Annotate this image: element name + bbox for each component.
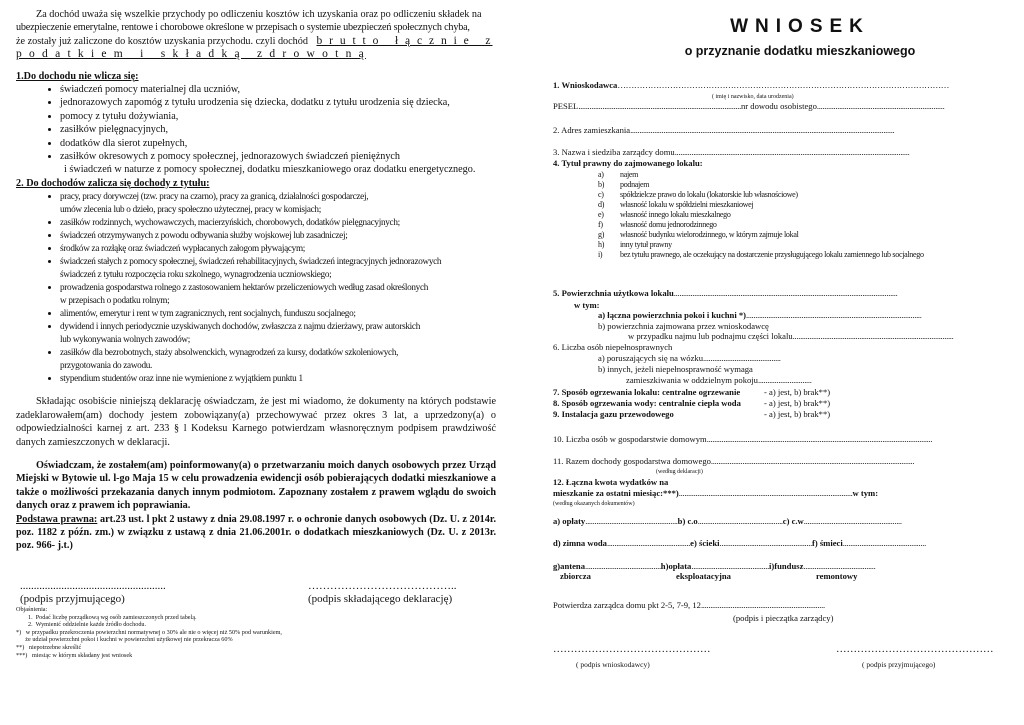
- section1-item: • zasiłków okresowych z pomocy społecznej, jednorazowych świadczeń pieniężnych: [60, 150, 496, 163]
- tenure-option-letter: h): [598, 240, 605, 249]
- section2-item: • prowadzenia gospodarstwa rolnego z zastosowaniem hektarów przeliczeniowych według zasad określonych: [60, 281, 496, 294]
- tenure-option-label: najem: [620, 170, 639, 179]
- footnote: że udział powierzchni pokoi i kuchni w powierzchni użytkowej nie przekracza 60%: [16, 636, 233, 644]
- section1-list: [16, 83, 496, 163]
- tenure-option[interactable]: [598, 170, 924, 180]
- tenure-option[interactable]: [598, 200, 924, 210]
- section1-continuation: i świadczeń w naturze z pomocy społecznej, dodatku mieszkaniowego oraz dodatku energetycznego.: [64, 164, 476, 176]
- manager-confirmation-label: Potwierdza zarządca domu pkt 2-5, 7-9, 12: [553, 600, 701, 610]
- tenure-option-label: podnajem: [620, 180, 650, 189]
- signature-declarant-label: (podpis składającego deklarację): [308, 593, 453, 605]
- section2-item: • alimentów, emerytur i rent w tym zagranicznych, rent socjalnych, funduszu socjalnego;: [60, 307, 496, 320]
- field-heating[interactable]: [553, 387, 740, 397]
- intro-line-3: że zostały już zaliczone do kosztów uzyskania przychodu. czyli dochód: [16, 35, 308, 47]
- tenure-option-label: inny tytuł prawny: [620, 240, 672, 249]
- field-expenses[interactable]: mieszkanie za ostatni miesiąc:***)..............................................................................................w tym:: [553, 488, 879, 498]
- tenure-option[interactable]: [598, 210, 924, 220]
- field-area[interactable]: 5. Powierzchnia użytkowa lokalu.........................................................................................................................: [553, 288, 898, 298]
- left-column: [16, 8, 496, 553]
- expense-row-2[interactable]: d) zimna woda.............................................e) ścieki..................................................f) śmieci.............................................: [553, 538, 926, 548]
- expense-row-1[interactable]: a) opłaty..................................................b) c.o..............................................c) c.w.....................................................: [553, 516, 902, 526]
- intro-paragraph: [16, 8, 496, 62]
- field-household-size[interactable]: 10. Liczba osób w gospodarstwie domowym..........................................................................................................................: [553, 434, 933, 444]
- section1-item: • jednorazowych zapomóg z tytułu urodzenia się dziecka, dodatku z tytułu urodzenia się dziecka,: [60, 96, 496, 109]
- section2-item: w przepisach o podatku rolnym;: [60, 295, 170, 306]
- tenure-option[interactable]: [598, 220, 924, 230]
- tenure-option-label: bez tytułu prawnego, ale oczekujący na dostarczenie przysługującego lokalu zamiennego lub socjalnego: [620, 250, 924, 259]
- field-applicant-label: 1. Wnioskodawca: [553, 80, 618, 90]
- section1-heading: 1.Do dochodu nie wlicza się:: [16, 70, 139, 82]
- field-address[interactable]: 2. Adres zamieszkania...............................................................................................................................................: [553, 125, 895, 135]
- intro-line-2: ubezpieczenie emerytalne, rentowe i chorobowe określone w przepisach o systemie ubezpieczeń społecznych chyba,: [16, 22, 470, 34]
- legal-basis: [16, 513, 496, 553]
- section2-item: • zasiłków rodzinnych, wychowawczych, macierzyńskich, chorobowych, dodatków pielęgnacyjnych;: [60, 216, 496, 229]
- section2-heading: 2. Do dochodów zalicza się dochody z tytułu:: [16, 177, 210, 189]
- applicant-signature-dots[interactable]: ………………………………………: [553, 644, 711, 655]
- section2-item: świadczeń z tytułu rozpoczęcia roku szkolnego, wynagrodzenia uczniowskiego;: [60, 269, 332, 280]
- section2-item: • dywidend i innych periodycznie uzyskiwanych dochodów, zwłaszcza z najmu dzierżawy, praw autorskich: [60, 320, 496, 333]
- expense-h2: eksploatacyjna: [676, 571, 731, 581]
- field-area-a[interactable]: a) łączna powierzchnia pokoi i kuchni *)...............................................................................................: [598, 310, 922, 320]
- footnote: 2. Wymienić oddzielnie każde źródło dochodu.: [28, 621, 147, 629]
- form-subtitle: o przyznanie dodatku mieszkaniowego: [684, 44, 916, 58]
- field-disabled-b2-label: zamieszkiwania w oddzielnym pokoju: [626, 375, 758, 385]
- expense-h-label: h)opłata: [660, 561, 692, 571]
- field-area-a-label: a) łączna powierzchnia pokoi i kuchni *): [598, 310, 747, 320]
- tenure-option-label: własność domu jednorodzinnego: [620, 220, 717, 229]
- field-area-b[interactable]: w przypadku najmu lub podnajmu części lokalu.......................................................................................: [628, 331, 954, 341]
- expense-e-label: e) ścieki: [690, 538, 720, 548]
- footnote: *) w przypadku przekroczenia powierzchni normatywnej o 30% ale nie o więcej niż 50% pod warunkiem,: [16, 628, 282, 636]
- receiver-signature-dots[interactable]: ………………………………………: [836, 644, 994, 655]
- expense-row-3[interactable]: g)antena.........................................h)opłata..........................................i)fundusz.......................................: [553, 561, 876, 571]
- field-income-label: 11. Razem dochody gospodarstwa domowego: [553, 456, 711, 466]
- field-household-size-label: 10. Liczba osób w gospodarstwie domowym: [553, 434, 707, 444]
- section2-item: • stypendium studentów oraz inne nie wymienione z wyjątkiem punktu 1: [60, 372, 496, 385]
- field-gas[interactable]: [553, 409, 674, 419]
- expense-g2: zbiorcza: [560, 571, 591, 581]
- field-disabled-label: 6. Liczba osób niepełnosprawnych: [553, 342, 673, 352]
- field-expenses-label: 12. Łączna kwota wydatków na: [553, 477, 669, 487]
- declaration-paragraph: Składając osobiście niniejszą deklarację oświadczam, że jest mi wiadomo, że dokumenty na których podstawie zadeklarowałem(am) dochody jestem zobowiązany(a) przechowywać przez okres 3 lat, a uprzedzony(a) o odpowiedzialności karnej z art. 233 § l Kodeksu Karnego potwierdzam własnoręcznym podpisem prawdziwość danych zamieszczonych w deklaracji.: [16, 396, 496, 448]
- field-disabled-b-label: b) innych, jeżeli niepełnosprawność wymaga: [598, 364, 753, 374]
- field-area-b2-label: w przypadku najmu lub podnajmu części lokalu: [628, 331, 793, 341]
- intro-brutto: b r u t t o ł ą c z n i e z: [316, 34, 493, 47]
- tenure-option-letter: c): [598, 190, 604, 199]
- section2-item: • środków za rozłąkę oraz świadczeń wypłacanych załogom pływającym;: [60, 242, 496, 255]
- expense-b-label: b) c.o: [677, 516, 698, 526]
- manager-confirmation[interactable]: Potwierdza zarządca domu pkt 2-5, 7-9, 12...................................................................: [553, 600, 825, 610]
- field-heating-label: 7. Sposób ogrzewania lokalu: centralne ogrzewanie: [553, 387, 741, 397]
- tenure-option-label: własność budynku wielorodzinnego, w którym zajmuje lokal: [620, 230, 799, 239]
- tenure-option[interactable]: [598, 190, 924, 200]
- tenure-option-letter: a): [598, 170, 604, 179]
- tenure-option[interactable]: [598, 230, 924, 240]
- footnote: 1. Podać liczbę porządkową wg osób zamieszczonych przed tabelą.: [28, 613, 197, 621]
- section2-list: [16, 190, 496, 385]
- tenure-option[interactable]: [598, 180, 924, 190]
- footnotes-list: [16, 614, 486, 660]
- section2-item: • świadczeń otrzymywanych z powodu odbywania służby wojskowej lub zasadniczej;: [60, 229, 496, 242]
- tenure-list: [598, 170, 924, 260]
- section1-item: • zasiłków pielęgnacyjnych,: [60, 123, 496, 136]
- section2-item: lub wykonywania wolnych zawodów;: [60, 334, 190, 345]
- legal-basis-text: art.23 ust. l pkt 2 ustawy z dnia 29.08.1997 r. o ochronie danych osobowych (Dz. U. z 2014r. poz. 1182 z późn. zm.) w związku z ustawą z dnia 21.06.2001r. o dodatkach mieszkaniowych (Dz. U. z 2013r. poz. 966- j.t.): [16, 513, 496, 552]
- field-applicant[interactable]: 1. Wnioskodawca…………………………………………………………………………………………………………: [553, 80, 950, 90]
- signature-receiver: [20, 580, 166, 606]
- section1-item: • świadczeń pomocy materialnej dla uczniów,: [60, 83, 496, 96]
- field-manager[interactable]: 3. Nazwa i siedziba zarządcy domu...............................................................................................................................: [553, 147, 910, 157]
- field-area-label: 5. Powierzchnia użytkowa lokalu: [553, 288, 674, 298]
- section2-item: • zasiłków dla bezrobotnych, staży absolwenckich, wynagrodzeń za kursy, dodatków szkoleniowych,: [60, 346, 496, 359]
- applicant-signature-label: ( podpis wnioskodawcy): [576, 660, 650, 669]
- field-area-b-label: b) powierzchnia zajmowana przez wnioskodawcę: [598, 321, 769, 331]
- tenure-option-label: własność innego lokalu mieszkalnego: [620, 210, 731, 219]
- footnote: **) niepotrzebne skreślić: [16, 643, 82, 651]
- expense-i2: remontowy: [816, 571, 858, 581]
- field-water-label: 8. Sposób ogrzewania wody: centralnie ciepła woda: [553, 398, 741, 408]
- section1-item: • pomocy z tytułu dożywiania,: [60, 110, 496, 123]
- tenure-option[interactable]: [598, 250, 924, 260]
- section2-item: umów zlecenia lub o dzieło, pracy społeczno użytecznej, pracy w komisjach;: [60, 204, 321, 215]
- signature-receiver-dots: .....................................................: [20, 580, 166, 592]
- signature-declarant-dots: …………………………………..: [308, 580, 457, 592]
- section2-item: • pracy, pracy dorywczej (tzw. pracy na czarno), pracy za granicą, działalności gospodarczej,: [60, 190, 496, 203]
- section1-item: • dodatków dla sierot zupełnych,: [60, 137, 496, 150]
- expense-g-label: g)antena: [553, 561, 585, 571]
- field-disabled-a-label: a) poruszających się na wózku: [598, 353, 703, 363]
- tenure-option[interactable]: [598, 240, 924, 250]
- receiver-signature-label: ( podpis przyjmującego): [862, 660, 936, 669]
- section2-item: przygotowania do zawodu.: [60, 360, 153, 371]
- intro-line-1: Za dochód uważa się wszelkie przychody po odliczeniu kosztów ich uzyskania oraz po odliczeniu składek na: [36, 9, 482, 20]
- expense-d-label: d) zimna woda: [553, 538, 607, 548]
- signature-receiver-label: (podpis przyjmującego): [20, 593, 125, 605]
- field-water[interactable]: [553, 398, 741, 408]
- intro-line-4: p o d a t k i e m i s k ł a d k ą z d r o w o t n ą: [16, 48, 366, 61]
- field-income[interactable]: 11. Razem dochody gospodarstwa domowego..............................................................................................................: [553, 456, 915, 466]
- field-gas-options[interactable]: - a) jest, b) brak**): [764, 409, 831, 419]
- tenure-option-letter: g): [598, 230, 605, 239]
- field-disabled-a[interactable]: a) poruszających się na wózku..........................................: [598, 353, 781, 363]
- legal-basis-label: Podstawa prawna:: [16, 513, 98, 525]
- signature-declarant: [308, 580, 457, 606]
- field-disabled-b[interactable]: zamieszkiwania w oddzielnym pokoju.............................: [626, 375, 812, 385]
- expense-i-label: i)fundusz: [769, 561, 804, 571]
- manager-signature-label: (podpis i pieczątka zarządcy): [733, 613, 834, 623]
- tenure-option-letter: b): [598, 180, 605, 189]
- field-income-hint: (według deklaracji): [656, 469, 703, 475]
- field-expenses-wtym: w tym:: [852, 488, 879, 498]
- field-pesel[interactable]: PESEL........................................................................................nr dowodu osobistego.....................................................................: [553, 101, 945, 111]
- expense-a-label: a) opłaty: [553, 516, 586, 526]
- field-address-label: 2. Adres zamieszkania: [553, 125, 631, 135]
- footnotes: [16, 606, 486, 659]
- form-title: WNIOSEK: [730, 16, 870, 37]
- tenure-option-letter: i): [598, 250, 603, 259]
- field-applicant-hint: ( imię i nazwisko, data urodzenia): [712, 94, 794, 100]
- field-expenses-hint: (według okazanych dokumentów): [553, 501, 635, 507]
- expense-c-label: c) c.w: [782, 516, 804, 526]
- field-area-wtym: w tym:: [574, 300, 600, 310]
- intro-line-3-wrap: [16, 35, 496, 48]
- tenure-option-label: spółdzielcze prawo do lokalu (lokatorskie lub własnościowe): [620, 190, 798, 199]
- tenure-option-letter: e): [598, 210, 604, 219]
- tenure-option-letter: f): [598, 220, 603, 229]
- rodo-paragraph: Oświadczam, że zostałem(am) poinformowany(a) o przetwarzaniu moich danych osobowych przez Urząd Miejski w Bytowie ul. l-go Maja 15 w celu prowadzenia ewidencji osób pobierających dodatki mieszkaniowe a także o możliwości przekazania danych innym podmiotom. Zapoznany zostałem z prawem wglądu do swoich danych oraz z prawem ich poprawiania.: [16, 459, 496, 512]
- tenure-option-label: własność lokalu w spółdzielni mieszkaniowej: [620, 200, 754, 209]
- field-gas-label: 9. Instalacja gazu przewodowego: [553, 409, 674, 419]
- field-heating-options[interactable]: - a) jest, b) brak**): [764, 387, 831, 397]
- field-manager-label: 3. Nazwa i siedziba zarządcy domu: [553, 147, 675, 157]
- tenure-option-letter: d): [598, 200, 605, 209]
- field-expenses-label-2: mieszkanie za ostatni miesiąc:***): [553, 488, 679, 498]
- footnotes-title: Objaśnienia:: [16, 606, 48, 613]
- field-pesel-label: PESEL: [553, 101, 579, 111]
- field-id-card-label: nr dowodu osobistego: [740, 101, 817, 111]
- section2-item: • świadczeń stałych z pomocy społecznej, świadczeń rehabilitacyjnych, świadczeń integracyjnych jednorazowych: [60, 255, 496, 268]
- field-tenure-label: 4. Tytuł prawny do zajmowanego lokalu:: [553, 158, 703, 168]
- field-water-options[interactable]: - a) jest, b) brak**): [764, 398, 831, 408]
- expense-f-label: f) śmieci: [811, 538, 843, 548]
- footnote: ***) miesiąc w którym składany jest wniosek: [16, 651, 133, 659]
